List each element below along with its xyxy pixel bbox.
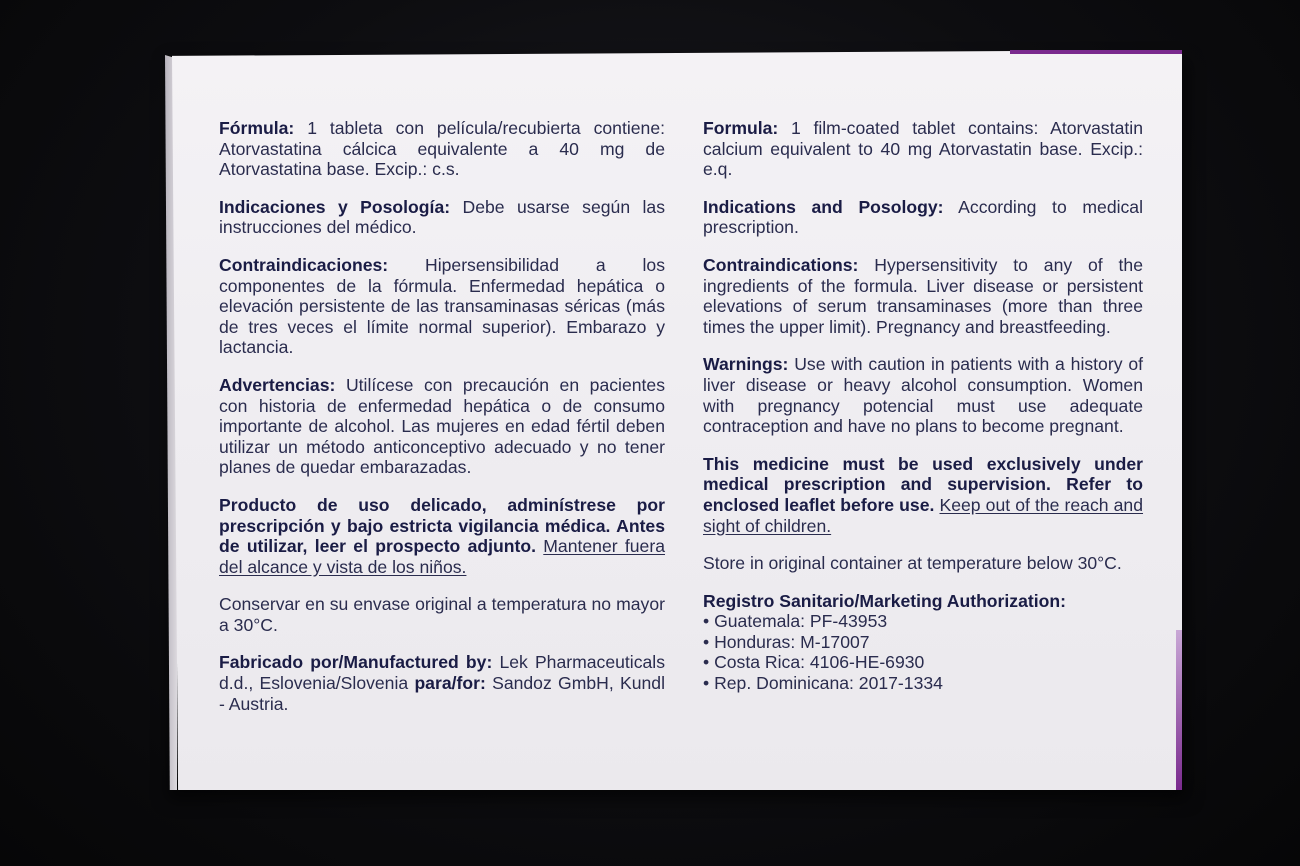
formula-title-es: Fórmula: bbox=[219, 118, 295, 138]
contraindications-text-en: Hypersensitivity to any of the ingredients of the formula. Liver disease or persistent elevations of serum transaminases (more than three times the upper limit). Pregnancy and breastfeeding. bbox=[703, 254, 1143, 337]
medicine-bold-en: This medicine must be used exclusively under medical prescription and supervision. Refer to enclosed leaflet before use. bbox=[703, 453, 1143, 515]
registry-item: • Costa Rica: 4106-HE-6930 bbox=[703, 652, 1143, 673]
english-column bbox=[703, 118, 1143, 711]
warnings-block-es bbox=[219, 375, 665, 478]
registry-block bbox=[703, 591, 1143, 694]
purple-accent-top bbox=[1010, 50, 1182, 54]
manufactured-title: Fabricado por/Manufactured by: bbox=[219, 652, 493, 673]
contraindications-block-es bbox=[219, 255, 665, 358]
purple-accent-right bbox=[1176, 630, 1182, 790]
storage-en bbox=[703, 553, 1143, 574]
manufactured-text: Lek Pharmaceuticals d.d., Eslovenia/Slovenia bbox=[219, 652, 666, 694]
formula-block-es bbox=[219, 118, 665, 180]
contraindications-text-es: Hipersensibilidad a los componentes de la fórmula. Enfermedad hepática o elevación persistente de las transaminasas séricas (más de tres veces el límite normal superior). Embarazo y lactancia. bbox=[219, 254, 665, 358]
registry-item: • Rep. Dominicana: 2017-1334 bbox=[703, 673, 1143, 694]
for-title: para/for: bbox=[414, 673, 486, 694]
keep-away-es: Mantener fuera del alcance y vista de los niños. bbox=[219, 536, 665, 577]
contraindications-title-en: Contraindications: bbox=[703, 254, 859, 275]
for-text: Sandoz GmbH, Kundl - Austria. bbox=[219, 673, 665, 714]
contraindications-title-es: Contraindicaciones: bbox=[219, 254, 389, 275]
formula-title-en: Formula: bbox=[703, 118, 779, 138]
storage-text-es: Conservar en su envase original a temperatura no mayor a 30°C. bbox=[219, 594, 665, 635]
prescription-notice-es bbox=[219, 495, 665, 577]
formula-block-en bbox=[703, 118, 1143, 180]
storage-es bbox=[219, 594, 665, 635]
contraindications-block-en bbox=[703, 255, 1143, 337]
indications-block-en bbox=[703, 197, 1143, 238]
registry-title: Registro Sanitario/Marketing Authorization: bbox=[703, 590, 1066, 611]
warnings-text-en: Use with caution in patients with a history of liver disease or heavy alcohol consumption. Women with pregnancy potencial must use adequate contraception and have no plans to become pregnant. bbox=[703, 354, 1143, 437]
manufacturer-block bbox=[219, 652, 665, 714]
warnings-title-en: Warnings: bbox=[703, 354, 789, 375]
indications-text-en: According to medical prescription. bbox=[703, 196, 1143, 238]
indications-title-es: Indicaciones y Posología: bbox=[219, 196, 451, 217]
warnings-text-es: Utilícese con precaución en pacientes con historia de enfermedad hepática o de consumo importante de alcohol. Las mujeres en edad fértil deben utilizar un método anticonceptivo adecuado y no tener planes de quedar embarazadas. bbox=[219, 374, 666, 478]
registry-item: • Guatemala: PF-43953 bbox=[703, 611, 1143, 632]
indications-text-es: Debe usarse según las instrucciones del médico. bbox=[219, 196, 665, 238]
storage-text-en: Store in original container at temperature below 30°C. bbox=[703, 553, 1122, 574]
prescription-notice-en bbox=[703, 454, 1143, 536]
formula-text-en: 1 film-coated tablet contains: Atorvastatin calcium equivalent to 40 mg Atorvastatin base. Excip.: e.q. bbox=[703, 118, 1143, 180]
warnings-title-es: Advertencias: bbox=[219, 374, 336, 395]
formula-text-es: 1 tableta con película/recubierta contiene: Atorvastatina cálcica equivalente a 40 mg de Atorvastatina base. Excip.: c.s. bbox=[219, 118, 665, 180]
keep-away-en: Keep out of the reach and sight of children. bbox=[703, 494, 1144, 536]
indications-block-es bbox=[219, 197, 665, 238]
product-bold-es: Producto de uso delicado, adminístrese por prescripción y bajo estricta vigilancia médica. Antes de utilizar, leer el prospecto adjunto. bbox=[219, 494, 665, 557]
registry-item: • Honduras: M-17007 bbox=[703, 632, 1143, 653]
indications-title-en: Indications and Posology: bbox=[703, 196, 944, 217]
warnings-block-en bbox=[703, 354, 1143, 436]
registry-list bbox=[703, 611, 1143, 693]
spanish-column bbox=[219, 118, 665, 731]
